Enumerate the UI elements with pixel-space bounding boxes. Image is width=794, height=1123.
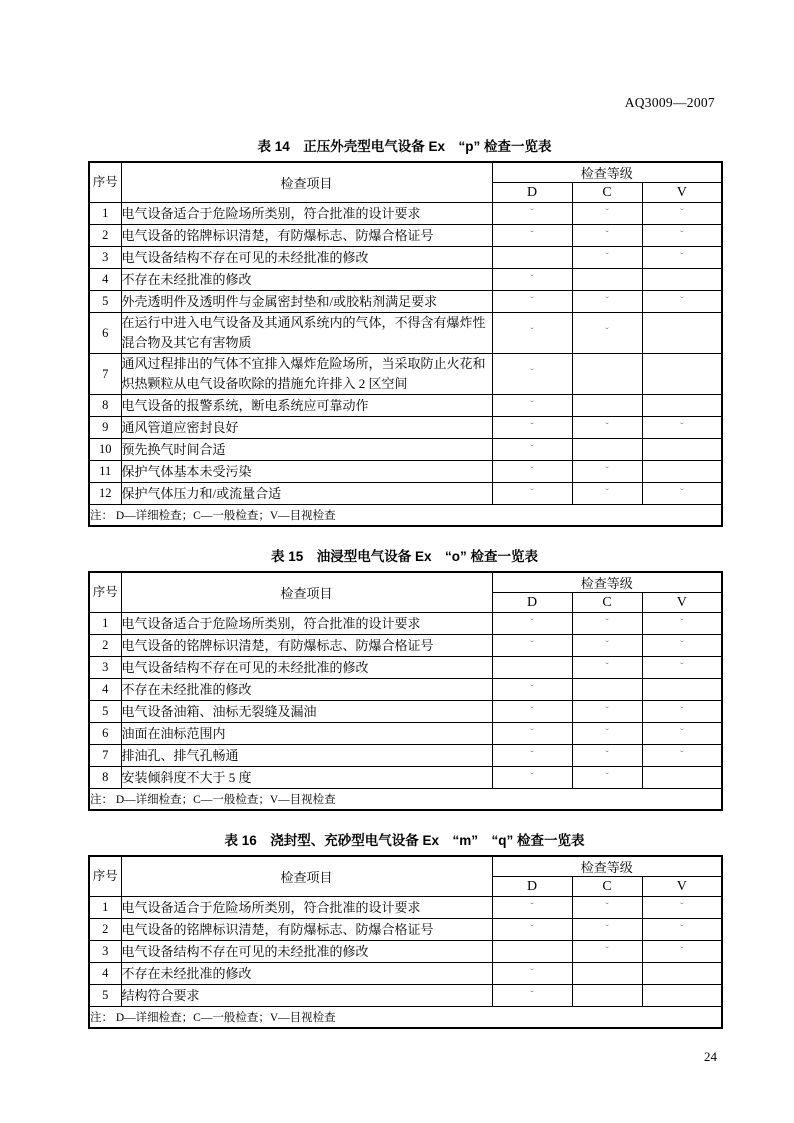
check-cell-c	[572, 439, 642, 461]
table-row	[89, 203, 722, 225]
row-number-cell: 4	[89, 963, 121, 985]
check-cell-v	[642, 919, 722, 941]
row-number-cell: 10	[89, 439, 121, 461]
check-cell-c	[572, 613, 642, 635]
check-cell-d	[492, 767, 572, 789]
doc-number: AQ3009—2007	[624, 95, 715, 110]
check-cell-d	[492, 203, 572, 225]
check-mark: ˇ	[680, 487, 684, 499]
item-text-cell: 排油孔、排气孔畅通	[121, 745, 492, 767]
table-row	[89, 225, 722, 247]
check-cell-v	[642, 291, 722, 313]
col-header-item: 检查项目	[121, 162, 492, 203]
table-row	[89, 745, 722, 767]
row-number-cell: 2	[89, 225, 121, 247]
item-text-cell: 电气设备适合于危险场所类别，符合批准的设计要求	[121, 613, 492, 635]
col-header-grade-D: D	[492, 183, 572, 203]
item-text-cell: 通风过程排出的气体不宜排入爆炸危险场所，当采取防止火花和炽热颗粒从电气设备吹除的措施允许排入 2 区空间	[121, 354, 492, 395]
check-cell-c	[572, 941, 642, 963]
check-cell-c	[572, 483, 642, 505]
check-cell-c	[572, 745, 642, 767]
table-row	[89, 313, 722, 354]
check-mark: ˇ	[530, 465, 534, 477]
check-mark: ˇ	[530, 368, 534, 379]
table-row	[89, 701, 722, 723]
check-cell-v	[642, 461, 722, 483]
col-header-grade-D: D	[492, 877, 572, 897]
check-cell-v	[642, 941, 722, 963]
check-cell-c	[572, 247, 642, 269]
check-cell-c	[572, 291, 642, 313]
check-mark: ˇ	[605, 749, 609, 761]
check-cell-d	[492, 483, 572, 505]
check-cell-v	[642, 417, 722, 439]
check-cell-v	[642, 767, 722, 789]
table-body	[89, 203, 722, 527]
check-cell-c	[572, 679, 642, 701]
check-mark: ˇ	[530, 727, 534, 739]
check-mark: ˇ	[680, 639, 684, 651]
page-number: 24	[704, 1049, 717, 1064]
check-mark: ˇ	[530, 487, 534, 499]
check-mark: ˇ	[680, 945, 684, 957]
check-cell-d	[492, 613, 572, 635]
table-body	[89, 897, 722, 1029]
row-number-cell: 4	[89, 269, 121, 291]
table-16-section	[88, 833, 721, 1029]
header-row-1	[89, 572, 722, 593]
check-cell-c	[572, 395, 642, 417]
check-mark: ˇ	[530, 295, 534, 307]
check-cell-v	[642, 439, 722, 461]
check-cell-c	[572, 723, 642, 745]
row-number-cell: 2	[89, 919, 121, 941]
check-cell-v	[642, 985, 722, 1007]
check-mark: ˇ	[605, 487, 609, 499]
check-mark: ˇ	[530, 923, 534, 935]
table-row	[89, 461, 722, 483]
check-cell-d	[492, 897, 572, 919]
col-header-item: 检查项目	[121, 856, 492, 897]
check-cell-d	[492, 679, 572, 701]
check-mark: ˇ	[530, 399, 534, 411]
check-cell-v	[642, 613, 722, 635]
check-cell-v	[642, 225, 722, 247]
check-mark: ˇ	[530, 683, 534, 695]
check-cell-d	[492, 354, 572, 395]
table-body	[89, 613, 722, 811]
check-mark: ˇ	[530, 229, 534, 241]
col-header-seq: 序号	[89, 572, 121, 613]
row-number-cell: 8	[89, 395, 121, 417]
check-cell-c	[572, 657, 642, 679]
check-mark: ˇ	[605, 327, 609, 338]
check-mark: ˇ	[530, 967, 534, 979]
table-row	[89, 897, 722, 919]
check-mark: ˇ	[605, 639, 609, 651]
check-cell-v	[642, 679, 722, 701]
table-14	[88, 161, 723, 527]
check-cell-d	[492, 395, 572, 417]
table-row	[89, 679, 722, 701]
table-row	[89, 723, 722, 745]
row-number-cell: 2	[89, 635, 121, 657]
check-cell-v	[642, 745, 722, 767]
col-header-grade-C: C	[572, 593, 642, 613]
row-number-cell: 3	[89, 941, 121, 963]
col-header-grade-V: V	[642, 183, 722, 203]
col-header-seq: 序号	[89, 162, 121, 203]
table-row	[89, 919, 722, 941]
row-number-cell: 11	[89, 461, 121, 483]
check-mark: ˇ	[530, 617, 534, 629]
col-header-item: 检查项目	[121, 572, 492, 613]
check-mark: ˇ	[530, 705, 534, 717]
check-cell-d	[492, 919, 572, 941]
col-header-grade-V: V	[642, 877, 722, 897]
check-mark: ˇ	[680, 207, 684, 219]
check-cell-d	[492, 963, 572, 985]
item-text-cell: 预先换气时间合适	[121, 439, 492, 461]
check-mark: ˇ	[680, 661, 684, 673]
row-number-cell: 5	[89, 701, 121, 723]
check-cell-c	[572, 354, 642, 395]
check-cell-v	[642, 395, 722, 417]
row-number-cell: 6	[89, 723, 121, 745]
row-number-cell: 1	[89, 203, 121, 225]
check-mark: ˇ	[605, 661, 609, 673]
table-row	[89, 767, 722, 789]
table-row	[89, 247, 722, 269]
note-row	[89, 505, 722, 527]
table-row	[89, 395, 722, 417]
check-cell-c	[572, 767, 642, 789]
check-mark: ˇ	[680, 295, 684, 307]
check-mark: ˇ	[530, 749, 534, 761]
check-cell-c	[572, 963, 642, 985]
col-header-grade-C: C	[572, 877, 642, 897]
item-text-cell: 电气设备适合于危险场所类别，符合批准的设计要求	[121, 203, 492, 225]
item-text-cell: 不存在未经批准的修改	[121, 679, 492, 701]
check-mark: ˇ	[530, 421, 534, 433]
check-cell-d	[492, 313, 572, 354]
table-title: 表 16 浇封型、充砂型电气设备 Ex “m” “q” 检查一览表	[224, 833, 585, 848]
check-cell-d	[492, 225, 572, 247]
check-cell-c	[572, 225, 642, 247]
item-text-cell: 不存在未经批准的修改	[121, 269, 492, 291]
check-cell-c	[572, 897, 642, 919]
item-text-cell: 电气设备的铭牌标识清楚，有防爆标志、防爆合格证号	[121, 225, 492, 247]
note-row	[89, 1007, 722, 1029]
table-header	[89, 572, 722, 613]
check-cell-c	[572, 203, 642, 225]
check-cell-d	[492, 247, 572, 269]
item-text-cell: 电气设备结构不存在可见的未经批准的修改	[121, 657, 492, 679]
check-mark: ˇ	[530, 901, 534, 913]
table-16	[88, 855, 723, 1029]
table-header	[89, 162, 722, 203]
col-header-grade: 检查等级	[492, 572, 722, 593]
check-mark: ˇ	[605, 295, 609, 307]
check-mark: ˇ	[680, 749, 684, 761]
col-header-grade-D: D	[492, 593, 572, 613]
check-cell-v	[642, 269, 722, 291]
check-mark: ˇ	[605, 207, 609, 219]
check-mark: ˇ	[605, 901, 609, 913]
check-mark: ˇ	[530, 989, 534, 1001]
check-cell-d	[492, 941, 572, 963]
table-15	[88, 571, 723, 811]
col-header-seq: 序号	[89, 856, 121, 897]
item-text-cell: 电气设备结构不存在可见的未经批准的修改	[121, 247, 492, 269]
check-mark: ˇ	[605, 771, 609, 783]
item-text-cell: 安装倾斜度不大于 5 度	[121, 767, 492, 789]
check-cell-c	[572, 635, 642, 657]
item-text-cell: 在运行中进入电气设备及其通风系统内的气体，不得含有爆炸性混合物及其它有害物质	[121, 313, 492, 354]
check-cell-v	[642, 897, 722, 919]
check-mark: ˇ	[680, 705, 684, 717]
check-cell-d	[492, 635, 572, 657]
check-cell-c	[572, 313, 642, 354]
table-row	[89, 269, 722, 291]
check-mark: ˇ	[680, 727, 684, 739]
col-header-grade-V: V	[642, 593, 722, 613]
check-mark: ˇ	[530, 639, 534, 651]
check-cell-v	[642, 635, 722, 657]
col-header-grade-C: C	[572, 183, 642, 203]
table-row	[89, 985, 722, 1007]
row-number-cell: 9	[89, 417, 121, 439]
row-number-cell: 3	[89, 657, 121, 679]
tables-area	[88, 139, 721, 1029]
check-mark: ˇ	[605, 421, 609, 433]
item-text-cell: 不存在未经批准的修改	[121, 963, 492, 985]
check-mark: ˇ	[530, 327, 534, 338]
check-cell-d	[492, 461, 572, 483]
check-mark: ˇ	[530, 207, 534, 219]
check-mark: ˇ	[605, 923, 609, 935]
check-cell-v	[642, 483, 722, 505]
table-row	[89, 613, 722, 635]
check-cell-d	[492, 701, 572, 723]
table-row	[89, 657, 722, 679]
table-row	[89, 483, 722, 505]
row-number-cell: 1	[89, 897, 121, 919]
check-cell-v	[642, 657, 722, 679]
table-note: 注： D—详细检查；C—一般检查；V—目视检查	[89, 1007, 722, 1029]
check-cell-c	[572, 985, 642, 1007]
table-header	[89, 856, 722, 897]
check-mark: ˇ	[680, 229, 684, 241]
check-mark: ˇ	[605, 229, 609, 241]
table-row	[89, 354, 722, 395]
check-cell-v	[642, 963, 722, 985]
check-mark: ˇ	[605, 727, 609, 739]
check-cell-d	[492, 291, 572, 313]
item-text-cell: 外壳透明件及透明件与金属密封垫和/或胶粘剂满足要求	[121, 291, 492, 313]
item-text-cell: 电气设备油箱、油标无裂缝及漏油	[121, 701, 492, 723]
check-mark: ˇ	[680, 421, 684, 433]
check-mark: ˇ	[680, 901, 684, 913]
check-cell-d	[492, 439, 572, 461]
note-row	[89, 789, 722, 811]
check-mark: ˇ	[605, 251, 609, 263]
table-row	[89, 941, 722, 963]
check-cell-d	[492, 269, 572, 291]
row-number-cell: 4	[89, 679, 121, 701]
item-text-cell: 电气设备适合于危险场所类别，符合批准的设计要求	[121, 897, 492, 919]
row-number-cell: 12	[89, 483, 121, 505]
check-mark: ˇ	[605, 617, 609, 629]
check-cell-d	[492, 657, 572, 679]
table-row	[89, 635, 722, 657]
item-text-cell: 通风管道应密封良好	[121, 417, 492, 439]
row-number-cell: 6	[89, 313, 121, 354]
col-header-grade: 检查等级	[492, 162, 722, 183]
row-number-cell: 8	[89, 767, 121, 789]
check-mark: ˇ	[530, 771, 534, 783]
row-number-cell: 5	[89, 291, 121, 313]
row-number-cell: 7	[89, 745, 121, 767]
col-header-grade: 检查等级	[492, 856, 722, 877]
row-number-cell: 7	[89, 354, 121, 395]
check-cell-d	[492, 417, 572, 439]
table-row	[89, 963, 722, 985]
table-row	[89, 291, 722, 313]
table-row	[89, 417, 722, 439]
check-cell-v	[642, 354, 722, 395]
check-cell-c	[572, 701, 642, 723]
table-title: 表 14 正压外壳型电气设备 Ex “p” 检查一览表	[257, 139, 552, 154]
table-note: 注： D—详细检查；C—一般检查；V—目视检查	[89, 789, 722, 811]
check-mark: ˇ	[530, 443, 534, 455]
item-text-cell: 电气设备的报警系统，断电系统应可靠动作	[121, 395, 492, 417]
item-text-cell: 保护气体压力和/或流量合适	[121, 483, 492, 505]
check-mark: ˇ	[605, 945, 609, 957]
check-cell-d	[492, 985, 572, 1007]
check-cell-d	[492, 745, 572, 767]
table-14-section	[88, 139, 721, 527]
row-number-cell: 1	[89, 613, 121, 635]
row-number-cell: 3	[89, 247, 121, 269]
check-mark: ˇ	[605, 465, 609, 477]
check-cell-c	[572, 269, 642, 291]
header-row-1	[89, 856, 722, 877]
check-mark: ˇ	[530, 273, 534, 285]
check-mark: ˇ	[680, 251, 684, 263]
item-text-cell: 结构符合要求	[121, 985, 492, 1007]
check-mark: ˇ	[680, 923, 684, 935]
item-text-cell: 电气设备结构不存在可见的未经批准的修改	[121, 941, 492, 963]
item-text-cell: 油面在油标范围内	[121, 723, 492, 745]
check-mark: ˇ	[680, 617, 684, 629]
check-cell-c	[572, 919, 642, 941]
header-row-1	[89, 162, 722, 183]
check-cell-v	[642, 701, 722, 723]
check-cell-v	[642, 723, 722, 745]
item-text-cell: 电气设备的铭牌标识清楚，有防爆标志、防爆合格证号	[121, 919, 492, 941]
table-note: 注： D—详细检查；C—一般检查；V—目视检查	[89, 505, 722, 527]
item-text-cell: 保护气体基本未受污染	[121, 461, 492, 483]
check-cell-d	[492, 723, 572, 745]
item-text-cell: 电气设备的铭牌标识清楚，有防爆标志、防爆合格证号	[121, 635, 492, 657]
check-cell-v	[642, 203, 722, 225]
check-mark: ˇ	[605, 705, 609, 717]
table-row	[89, 439, 722, 461]
check-cell-c	[572, 461, 642, 483]
check-cell-v	[642, 313, 722, 354]
check-cell-c	[572, 417, 642, 439]
row-number-cell: 5	[89, 985, 121, 1007]
table-15-section	[88, 549, 721, 811]
check-cell-v	[642, 247, 722, 269]
table-title: 表 15 油浸型电气设备 Ex “o” 检查一览表	[270, 549, 539, 564]
